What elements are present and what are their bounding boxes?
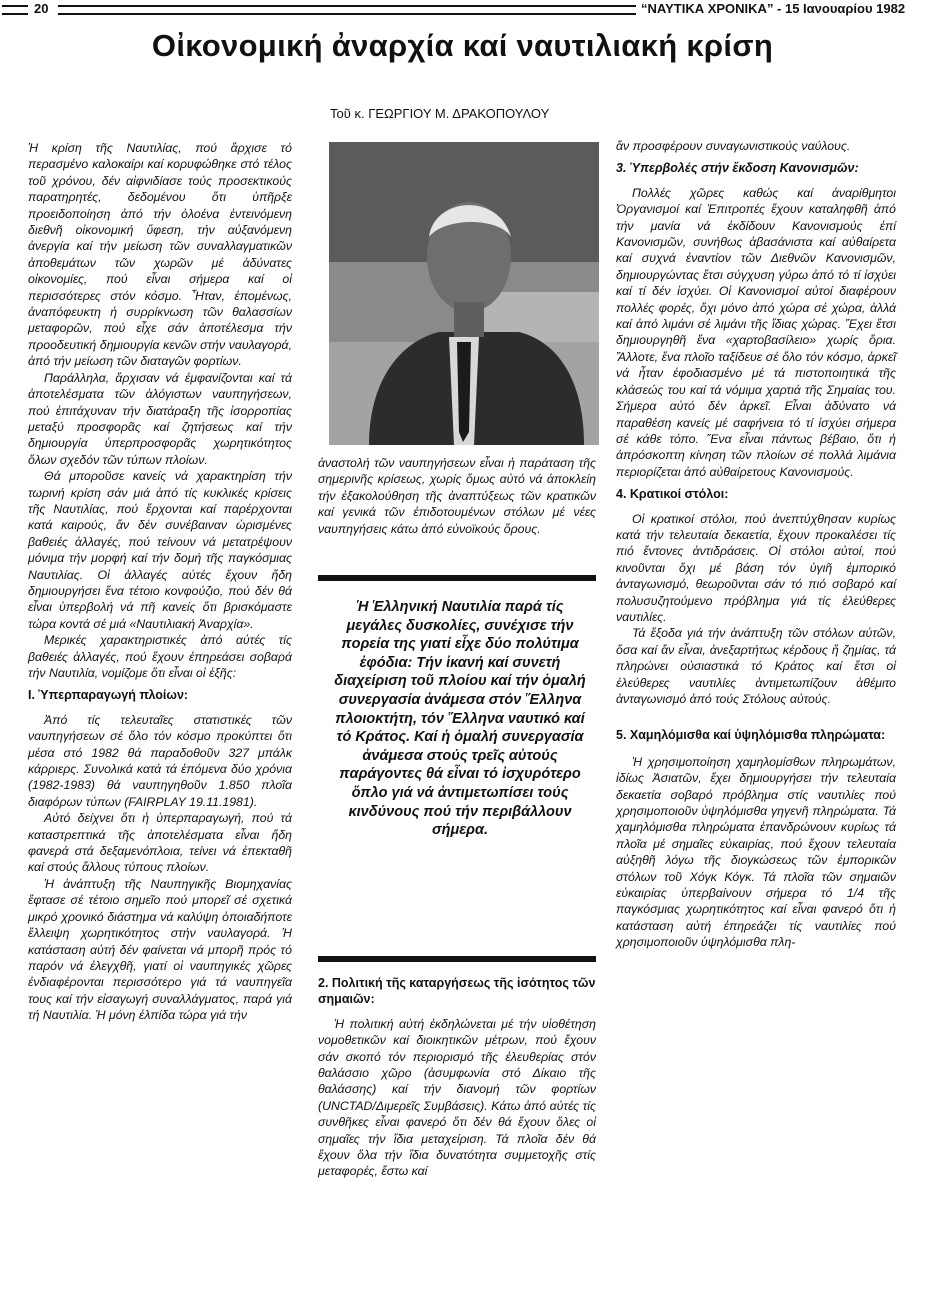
- column-3: [616, 138, 896, 951]
- paragraph: ἀναστολή τῶν ναυπηγήσεων εἶναι ἡ παράταση τῆς σημερινῆς κρίσεως, χωρίς ὅμως αὐτό νά ἀποκλείη τήν ἐξακολούθηση τῆς ἀναπτύξεως τῶν κρατικῶν καί γενικά τῶν ἐπιδοτουμένων στόλων μέ νέες ναυπηγήσεις κάτω ἀπό εὐνοϊκούς ὅρους.: [318, 456, 596, 536]
- paragraph: Ἡ πολιτική αὐτή ἐκδηλώνεται μέ τήν υἱοθέτηση νομοθετικῶν καί διοικητικῶν μέτρων, πού ἔχουν σάν σκοπό τόν περιορισμό τῆς ἐλευθερίας στόν θαλάσσιο χῶρο (ἀσυμφωνία στό Δίκαιο τῆς θαλάσσης) καί τήν διανομή τῶν φορτίων (UNCTAD/Διμερεῖς Συμβάσεις). Κάτω ἀπό αὐτές τίς συνθῆκες εἶναι φανερό ὅτι δέν θά ἔχουν ὅλες οἱ σημαῖες τήν ἴδια μεταχείριση. Τά πλοῖα δέν θά ἔχουν ὅλα τήν ἴδια δυνατότητα συμμετοχῆς στίς μεταφορές, ἔστω καί: [318, 1016, 596, 1179]
- byline: Τοῦ κ. ΓΕΩΡΓΙΟΥ Μ. ΔΡΑΚΟΠΟΥΛΟΥ: [330, 106, 550, 121]
- pull-quote: [330, 598, 590, 840]
- header-rule-middle: [58, 5, 636, 15]
- section-heading-1: I. Ὑπερπαραγωγή πλοίων:: [28, 688, 189, 703]
- paragraph: ἄν προσφέρουν συναγωνιστικούς ναύλους.: [616, 139, 851, 153]
- paragraph: Ἀπό τίς τελευταῖες στατιστικές τῶν ναυπηγήσεων σέ ὅλο τόν κόσμο προκύπτει ὅτι μέσα στό 1982 θά παραδοθοῦν 327 μπάλκ κάρριερς. Συνολικά κατά τά ἑπόμενα δύο χρόνια (1982-1983) θά ναυπηγηθοῦν 1.850 πλοῖα διαφόρων τύπων (FAIRPLAY 19.11.1981).: [28, 712, 292, 809]
- column-2-lower: [318, 975, 596, 1180]
- masthead: “ΝΑΥΤΙΚΑ ΧΡΟΝΙΚΑ” - 15 Ιανουαρίου 1982: [641, 1, 906, 16]
- column-2: [318, 455, 596, 537]
- page-header: [0, 0, 925, 18]
- paragraph: Τά ἔξοδα γιά τήν ἀνάπτυξη τῶν στόλων αὐτῶν, ὅσα καί ἄν εἶναι, ἀνεξαρτήτως κέρδους ἤ ζημίας, τά πληρώνει οὐσιαστικά τό Κράτος καί ἔτσι οἱ ἐλεύθερες ναυτιλίες ἀντιμετωπίζουν ἀθέμιτο ἀνταγωνισμό ἀπό τούς Στόλους αὐτούς.: [616, 626, 896, 706]
- paragraph: Θά μποροῦσε κανείς νά χαρακτηρίση τήν τωρινή κρίση σάν μιά ἀπό τίς κυκλικές κρίσεις τῆς Ναυτιλίας, πού ἔρχονται καί παρέρχονται κατά καιρούς, ἄν δέν συνέβαιναν ὡρισμένες βαθειές ἀλλαγές, πού τείνουν νά μετατρέψουν μόνιμα τήν μορφή καί τήν δομή τῆς παγκόσμιας Ναυτιλίας. Οἱ ἀλλαγές αὐτές ἔχουν ἤδη δημιουργήσει ἕνα τέτοιο κονφούζιο, πού δέν θά εἶναι ὑπερβολή νά πῆ κανείς ὅτι βρισκόμαστε τώρα κοντά σέ μιά «Ναυτιλιακή Ἀναρχία».: [28, 469, 292, 631]
- paragraph: Παράλληλα, ἄρχισαν νά ἐμφανίζονται καί τά ἀποτελέσματα τῶν ἀλόγιστων ναυπηγήσεων, πού ἐπιτάχυναν τήν διατάραξη τῆς ἰσορροπίας μεταξύ προσφορᾶς καί ζητήσεως καί τήν δημιουργία ὑπερπροσφορᾶς χωρητικότητος ὅλων σχεδόν τῶν τύπων πλοίων.: [28, 370, 292, 467]
- paragraph: Ἡ χρησιμοποίηση χαμηλομίσθων πληρωμάτων, ἰδίως Ἀσιατῶν, ἔχει δημιουργήσει τήν τελευταία δεκαετία σοβαρό πρόβλημα στίς ναυτιλίες πού χρησιμοποιοῦν ὑψηλόμισθα γηγενῆ πληρώματα. Τά χαμηλόμισθα πληρώματα ἐπανδρώνουν κυρίως τά πλοῖα μέ σημαῖες εὐκαιρίας, πού ἔχουν τελευταία αὐξηθῆ λόγω τῆς διογκώσεως τῶν ἐμπορικῶν στόλων τοῦ Χόγκ Κόγκ. Τά πλοῖα τῶν σημαιῶν εὐκαιρίας ὑπερβαίνουν σήμερα τό 1/4 τῆς παγκόσμιας χωρητικότητος καί εἶναι φανερό ὅτι ἡ κατάσταση αὐτή ἐπηρεάζει τίς ναυτιλίες πού χρησιμοποιοῦν ὑψηλόμισθα πλη-: [616, 754, 896, 950]
- section-heading-3: 3. Ὑπερβολές στήν ἔκδοση Κανονισμῶν:: [616, 161, 859, 176]
- paragraph: Μερικές χαρακτηριστικές ἀπό αὐτές τίς βαθειές ἀλλαγές, πού ἔχουν ἐπηρεάσει σοβαρά τήν Ναυτιλία, νομίζομε ὅτι εἶναι οἱ ἑξῆς:: [28, 633, 292, 680]
- portrait-illustration: [329, 142, 599, 445]
- pull-quote-text: Ἡ Ἑλληνική Ναυτιλία παρά τίς μεγάλες δυσκολίες, συνέχισε τήν πορεία της γιατί εἶχε δύο πολύτιμα ἐφόδια: Τήν ἱκανή καί συνετή διαχείριση τοῦ πλοίου καί τήν ὁμαλή συνεργασία ἀνάμεσα στόν Ἕλληνα πλοιοκτήτη, τόν Ἕλληνα ναυτικό καί τό Κράτος. Καί ἡ ὁμαλή συνεργασία ἀνάμεσα στούς τρεῖς αὐτούς παράγοντες θά εἶναι τό ἰσχυρότερο ὅπλο γιά νά ἀντιμετωπίσει τούς κινδύνους πού τήν περιβάλλουν σήμερα.: [334, 599, 586, 839]
- section-heading-2: 2. Πολιτική τῆς καταργήσεως τῆς ἰσότητος τῶν σημαιῶν:: [318, 976, 596, 1007]
- author-photo: [329, 142, 599, 445]
- section-heading-4: 4. Κρατικοί στόλοι:: [616, 487, 729, 502]
- header-rule-left: [2, 5, 28, 15]
- paragraph: Αὐτό δείχνει ὅτι ἡ ὑπερπαραγωγή, πού τά καταστρεπτικά τῆς ἀποτελέσματα εἶναι ἤδη φανερά στά δεξαμενόπλοια, τείνει νά ἐπεκταθῆ καί στούς ἄλλους τύπους πλοίων.: [28, 811, 292, 875]
- pull-quote-rule-bottom: [318, 956, 596, 962]
- article-title: Οἰκονομική ἀναρχία καί ναυτιλιακή κρίση: [151, 28, 774, 63]
- paragraph: Ἡ ἀνάπτυξη τῆς Ναυπηγικῆς Βιομηχανίας ἔφτασε σέ τέτοιο σημεῖο πού μπορεῖ σέ σχετικά μικρό χρονικό διάστημα νά καλύψη ὁποιαδήποτε ἔλλειψη χωρητικότητος στήν ναυλαγορά. Ἡ κατάσταση αὐτή δέν φαίνεται νά μπορῆ πρός τό παρόν νά ἐλεγχθῆ, γιατί οἱ ναυπηγικές χῶρες ἐνδιαφέρονται περισσότερο γιά τά ναυπηγεῖα τους καί τήν εἰσαγωγή συναλλάγματος, παρά γιά τή Ναυτιλία. Ἡ μόνη ἐλπίδα τώρα γιά τήν: [28, 876, 292, 1023]
- paragraph: Ἡ κρίση τῆς Ναυτιλίας, πού ἄρχισε τό περασμένο καλοκαίρι καί κορυφώθηκε στό τέλος τοῦ χρόνου, δέν αἰφνιδίασε τούς προσεκτικούς παρατηρητές, δεδομένου ὅτι ὑπῆρξε προειδοποίηση ἀπό τήν ὁλοένα ἐντεινόμενη διεθνῆ οἰκονομική ὕφεση, τήν αὐξανόμενη ἀνεργία καί τήν μείωση τῶν συναλλαγματικῶν ἀποθεμάτων τῶν χωρῶν μέ ἀδύνατες οἰκονομίες, πού εἶναι σήμερα καί οἱ περισσότερες στόν κόσμο. Ἦταν, ἑπομένως, ἀναπόφευκτη ἡ συρρίκνωση τῶν θαλασσίων μεταφορῶν, πού εἶχε σάν ἀποτέλεσμα τήν προοδευτική δημιουργία κενῶν στήν ναυλαγορά, ἀπό τήν μείωση τῶν διαταγῶν φορτίων.: [28, 141, 292, 369]
- pull-quote-rule-top: [318, 575, 596, 581]
- paragraph: Πολλές χῶρες καθώς καί ἀναρίθμητοι Ὀργανισμοί καί Ἐπιτροπές ἔχουν καταληφθῆ ἀπό τήν μανία νά ἐκδίδουν Κανονισμούς ἐπί Κανονισμῶν, συνήθως ἀβασάνιστα καί αὐθαίρετα καί συχνά ἐναντίον τῶν Διεθνῶν Κανονισμῶν, δημιουργώντας ἔτσι σύγχυση γύρω ἀπό τό τί ἰσχύει καί τί δέν ἰσχύει. Οἱ Κανονισμοί αὐτοί διαφέρουν πολλές φορές, ὄχι μόνο ἀπό χώρα σέ χώρα, ἀλλά καί ἀπό λιμάνι σέ λιμάνι τῆς ἴδιας χώρας. Ἔχει ἔτσι δημιουργηθῆ ἕνα «χαρτοβασίλειο» χωρίς ὅρια. Ἄλλοτε, ἕνα πλοῖο ταξίδευε σέ ὅλο τόν κόσμο, ἀρκεῖ νά ἦταν ἐφοδιασμένο μέ τά πιστοποιητικά τῆς κλάσεώς του καί τά νόμιμα χαρτιά τῆς Σημαίας του. Σήμερα αὐτό δέν ἀρκεῖ. Εἶναι ἀδύνατο νά παραθέση κανείς μέ σαφήνεια τό τί ἰσχύει σήμερα σέ κάθε τόπο. Ἕνα εἶναι πάντως βέβαιο, ὅτι ἡ ἀπρόσκοπτη κίνηση τῶν πλοίων σέ πολλά λιμάνια περιορίζεται ἀπό αὐθαίρετους Κανονισμούς.: [616, 185, 896, 479]
- column-1: [28, 140, 292, 1024]
- paragraph: Οἱ κρατικοί στόλοι, πού ἀνεπτύχθησαν κυρίως κατά τήν τελευταία δεκαετία, ἔχουν προκαλέσει τίς πιό ἔντονες ἀντιδράσεις. Οἱ στόλοι αὐτοί, πού κινοῦνται ὄχι μέ βάση τόν ὑγιῆ ἐμπορικό ἀνταγωνισμό, θεωροῦνται σάν τό πιό σοβαρό καί πολυσυζητούμενο πρόβλημα γιά τίς ἐλεύθερες ναυτιλίες.: [616, 511, 896, 624]
- page-number: 20: [34, 1, 49, 16]
- section-heading-5: 5. Χαμηλόμισθα καί ὑψηλόμισθα πληρώματα:: [616, 728, 886, 743]
